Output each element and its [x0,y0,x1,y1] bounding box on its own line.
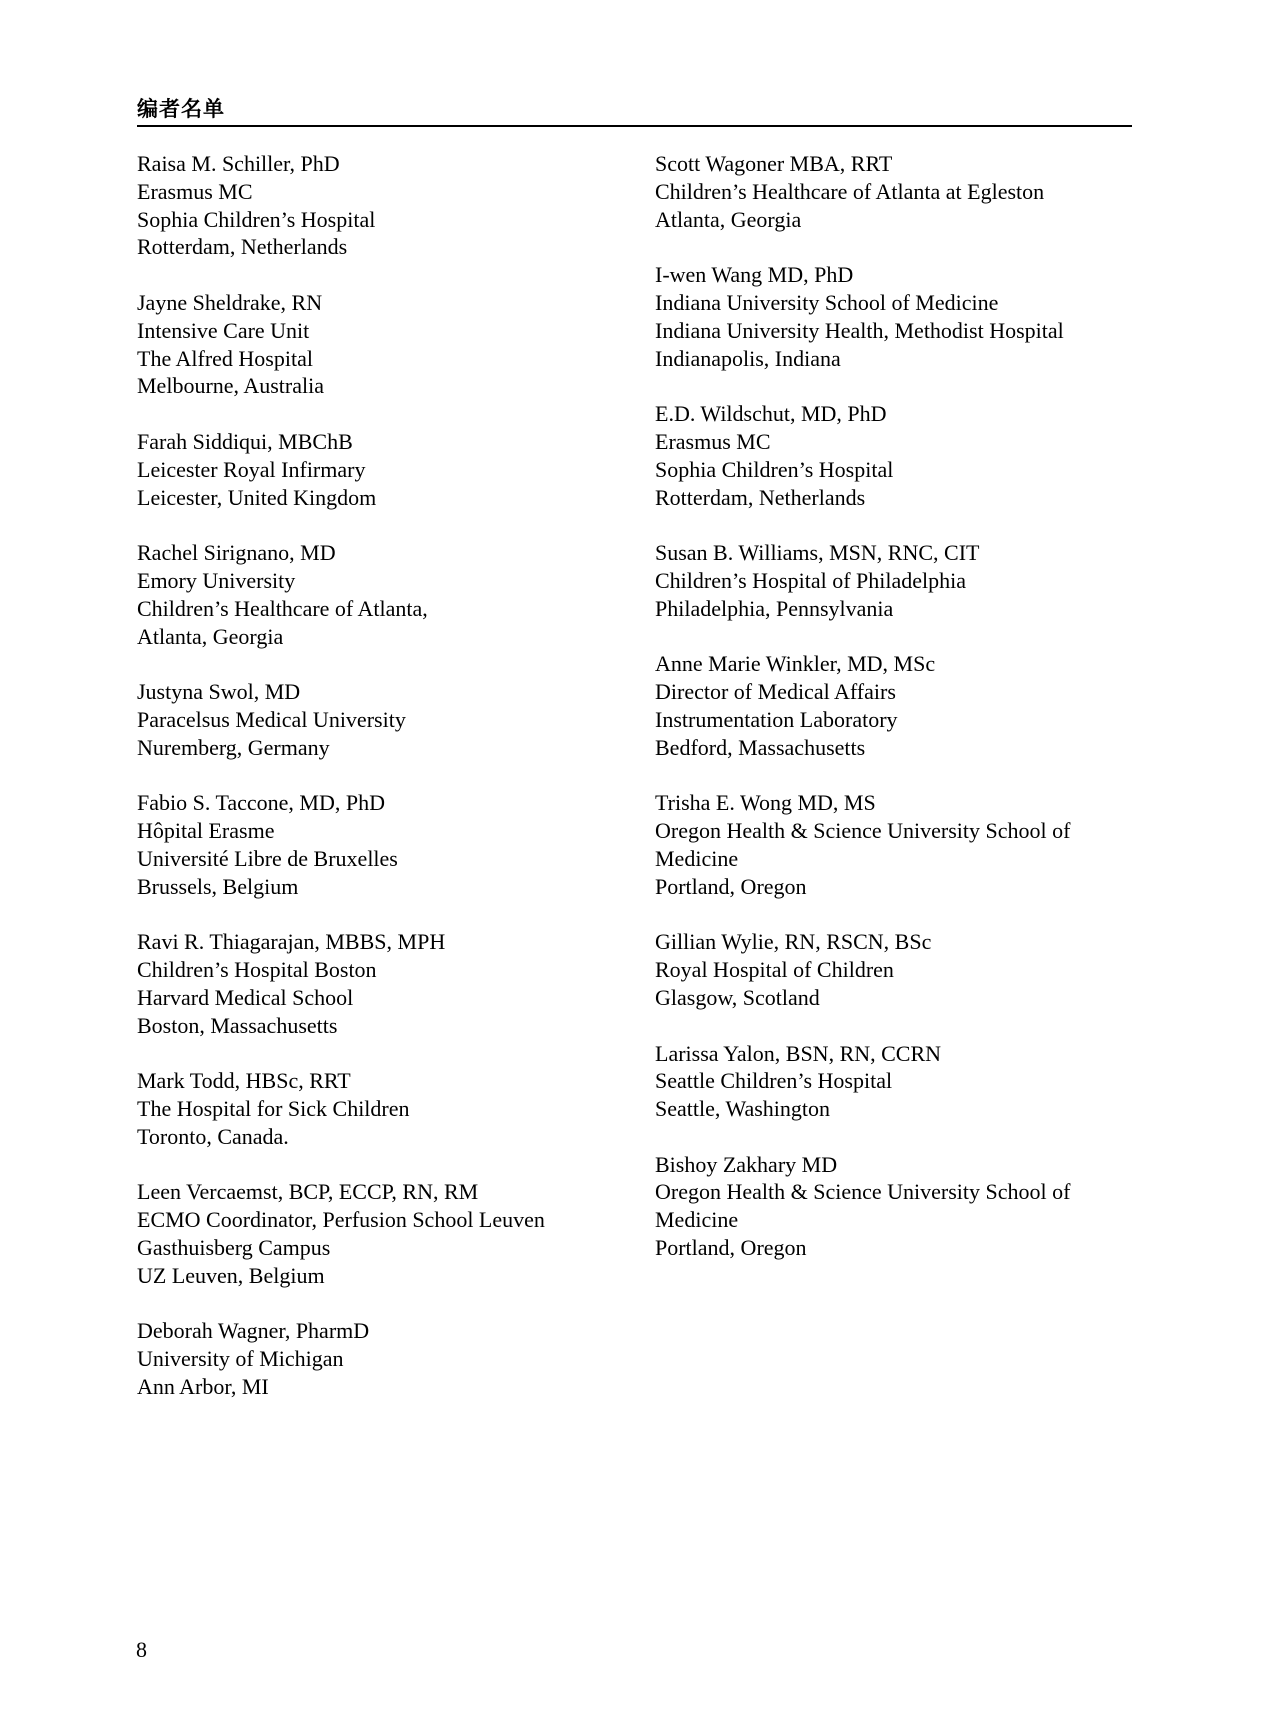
contributor-affiliation-line: Portland, Oregon [655,1235,807,1261]
page-number: 8 [136,1637,147,1662]
contributor-affiliation-line: Melbourne, Australia [137,373,324,399]
contributor-affiliation-line: Instrumentation Laboratory [655,706,898,732]
contributor-affiliation-line: Intensive Care Unit [137,317,310,343]
contributor-entry [137,1178,637,1289]
contributor-entry [137,539,637,650]
contributor-affiliation-line: Brussels, Belgium [137,873,299,899]
contributor-name: Gillian Wylie, RN, RSCN, BSc [655,929,932,955]
contributor-affiliation-line: Seattle Children’s Hospital [655,1068,893,1094]
contributor-entry [137,1317,637,1400]
contributor-affiliation-line: Oregon Health & Science University School of [655,818,1071,844]
contributor-affiliation-line: Paracelsus Medical University [137,706,406,732]
contributor-name: Leen Vercaemst, BCP, ECCP, RN, RM [137,1179,479,1205]
contributor-entry [655,261,1135,372]
contributor-affiliation-line: Gasthuisberg Campus [137,1235,331,1261]
contributor-affiliation-line: Children’s Hospital of Philadelphia [655,567,967,593]
contributor-name: Larissa Yalon, BSN, RN, CCRN [655,1040,942,1066]
contributor-name: I-wen Wang MD, PhD [655,262,854,288]
contributor-affiliation-line: Hôpital Erasme [137,818,275,844]
contributor-affiliation-line: Leicester Royal Infirmary [137,456,366,482]
contributor-entry [655,150,1135,233]
contributor-affiliation-line: Philadelphia, Pennsylvania [655,595,894,621]
contributor-affiliation-line: Erasmus MC [655,428,771,454]
contributor-name: Rachel Sirignano, MD [137,540,336,566]
contributor-affiliation-line: Indiana University Health, Methodist Hospital [655,317,1064,343]
contributor-affiliation-line: Seattle, Washington [655,1096,831,1122]
contributor-entry [137,428,637,511]
contributor-affiliation-line: Bedford, Massachusetts [655,734,866,760]
contributor-name: Deborah Wagner, PharmD [137,1318,370,1344]
contributor-entry [137,928,637,1039]
contributor-entry [655,1151,1135,1262]
contributor-affiliation-line: Royal Hospital of Children [655,957,894,983]
contributor-name: Bishoy Zakhary MD [655,1151,838,1177]
contributor-name: Justyna Swol, MD [137,679,301,705]
contributor-name: Farah Siddiqui, MBChB [137,428,353,454]
contributor-entry [137,150,637,261]
contributor-entry [655,539,1135,622]
contributor-entry [137,678,637,761]
contributor-entry [655,789,1135,900]
contributor-name: Mark Todd, HBSc, RRT [137,1068,351,1094]
contributor-entry [137,289,637,400]
contributor-affiliation-line: Erasmus MC [137,178,253,204]
contributor-affiliation-line: Medicine [655,845,739,871]
contributor-affiliation-line: Oregon Health & Science University School of [655,1179,1071,1205]
contributor-name: Scott Wagoner MBA, RRT [655,151,893,176]
contributor-entry [137,789,637,900]
contributor-name: Anne Marie Winkler, MD, MSc [655,651,936,677]
contributor-affiliation-line: Children’s Healthcare of Atlanta, [137,595,428,621]
contributor-affiliation-line: The Hospital for Sick Children [137,1096,410,1122]
contributor-affiliation-line: Emory University [137,567,296,593]
contributor-affiliation-line: University of Michigan [137,1346,344,1372]
contributor-column-left [137,150,637,1429]
contributor-affiliation-line: Nuremberg, Germany [137,734,330,760]
contributor-entry [137,1067,637,1150]
contributor-affiliation-line: Toronto, Canada. [137,1123,289,1149]
contributor-affiliation-line: Rotterdam, Netherlands [655,484,866,510]
contributor-affiliation-line: Rotterdam, Netherlands [137,234,348,260]
contributor-name: Susan B. Williams, MSN, RNC, CIT [655,540,980,566]
contributor-entry [655,1040,1135,1123]
contributor-affiliation-line: Indianapolis, Indiana [655,345,841,371]
contributor-name: Ravi R. Thiagarajan, MBBS, MPH [137,929,446,955]
contributor-column-right [655,150,1135,1290]
contributor-affiliation-line: Harvard Medical School [137,984,354,1010]
contributor-affiliation-line: Portland, Oregon [655,873,807,899]
contributor-affiliation-line: Ann Arbor, MI [137,1374,269,1400]
header-divider [137,125,1132,127]
contributor-name: Fabio S. Taccone, MD, PhD [137,790,385,816]
page-header-title: 编者名单 [137,97,225,121]
contributor-affiliation-line: Glasgow, Scotland [655,984,820,1010]
contributor-entry [655,400,1135,511]
contributor-affiliation-line: The Alfred Hospital [137,345,313,371]
contributor-entry [655,650,1135,761]
contributor-name: Trisha E. Wong MD, MS [655,790,876,816]
contributor-entry [655,928,1135,1011]
contributor-affiliation-line: Indiana University School of Medicine [655,289,999,315]
contributor-affiliation-line: Université Libre de Bruxelles [137,845,398,871]
contributor-name: E.D. Wildschut, MD, PhD [655,401,887,427]
contributor-affiliation-line: Sophia Children’s Hospital [655,456,894,482]
contributor-affiliation-line: Director of Medical Affairs [655,679,896,705]
contributor-affiliation-line: Atlanta, Georgia [137,623,284,649]
contributor-affiliation-line: Medicine [655,1207,739,1233]
contributor-affiliation-line: Children’s Hospital Boston [137,957,377,983]
contributor-name: Jayne Sheldrake, RN [137,289,323,315]
contributor-affiliation-line: Children’s Healthcare of Atlanta at Egleston [655,178,1045,204]
contributor-affiliation-line: Atlanta, Georgia [655,206,802,232]
contributor-affiliation-line: Sophia Children’s Hospital [137,206,376,232]
contributor-affiliation-line: Boston, Massachusetts [137,1012,338,1038]
contributor-affiliation-line: UZ Leuven, Belgium [137,1262,325,1288]
contributor-affiliation-line: ECMO Coordinator, Perfusion School Leuven [137,1207,545,1233]
contributor-affiliation-line: Leicester, United Kingdom [137,484,377,510]
contributor-name: Raisa M. Schiller, PhD [137,151,340,176]
